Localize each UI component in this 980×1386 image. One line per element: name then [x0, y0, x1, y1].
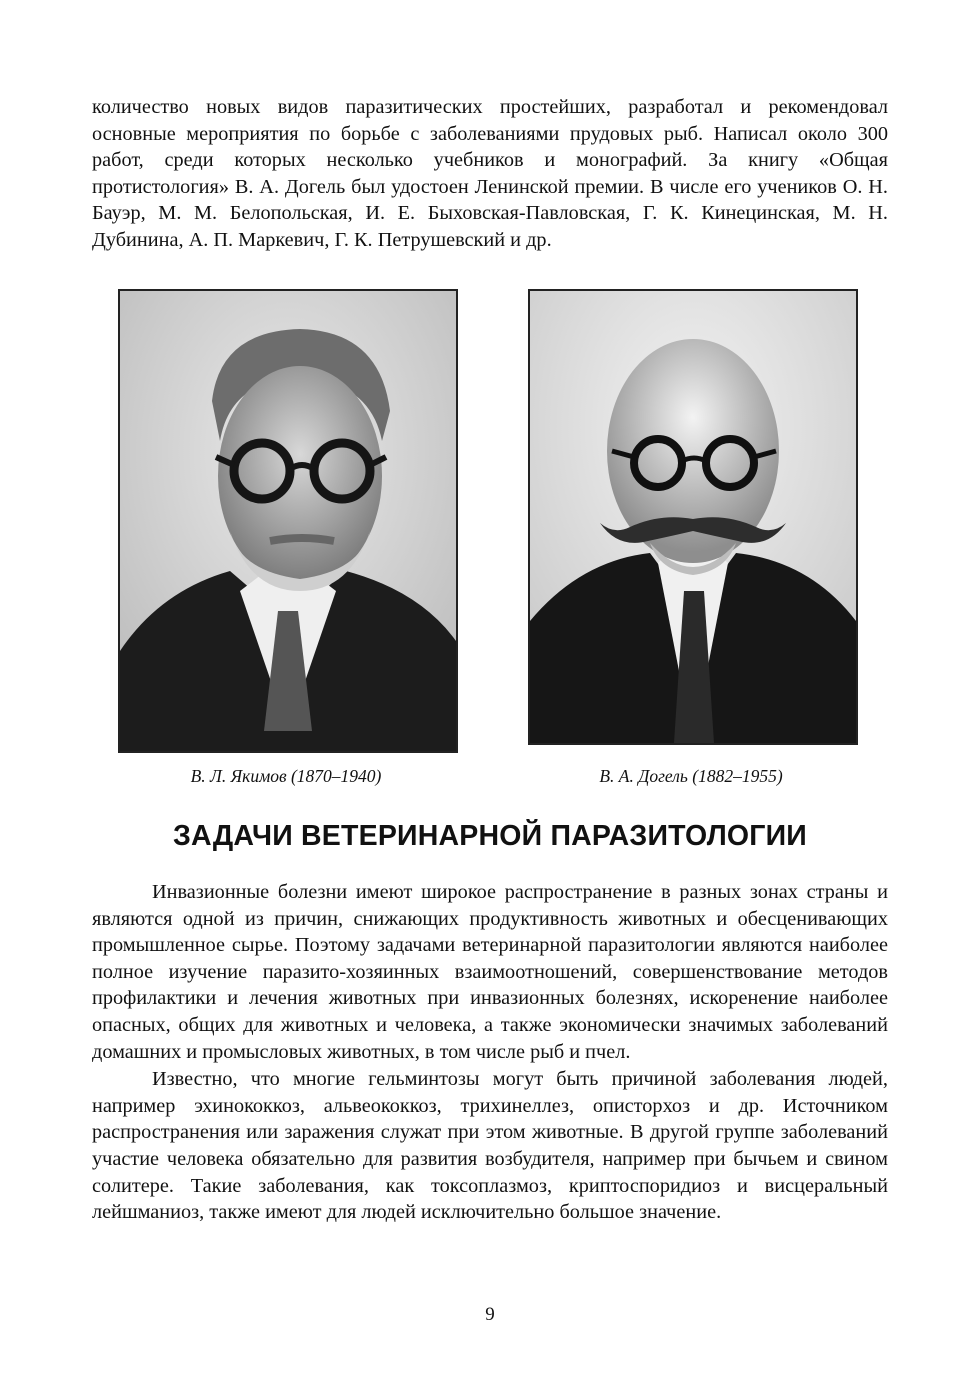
caption-yakimov: В. Л. Якимов (1870–1940) [190, 766, 382, 786]
caption-dogel: В. А. Догель (1882–1955) [599, 766, 783, 786]
page-number: 9 [485, 1304, 495, 1325]
section-heading: ЗАДАЧИ ВЕТЕРИНАРНОЙ ПАРАЗИТОЛОГИИ [172, 820, 807, 852]
portrait-yakimov-photo [118, 289, 458, 753]
intro-paragraph [92, 94, 888, 254]
intro-text: количество новых видов паразитических простейших, разработал и рекомендовал основные мероприятия по борьбе с заболеваниями прудовых рыб. Написал около 300 работ, среди которых несколько учебников и монографий. За книгу «Общая протистология» В. А. Догель был удостоен Ленинской премии. В числе его учеников О. Н. Бауэр, М. М. Белопольская, И. Е. Быховская-Павловская, Г. К. Кинецинская, М. Н. Дубинина, А. П. Маркевич, Г. К. Петрушевский и др. [92, 96, 888, 251]
body-paragraph-2: Известно, что многие гельминтозы могут быть причиной заболевания людей, например эхинококкоз, альвеококкоз, трихинеллез, описторхоз и др. Источником распространения или заражения служат при этом животные. В другой группе заболеваний участие человека обязательно для развития возбудителя, например при бычьем и свином солитере. Такие заболевания, как токсоплазмоз, криптоспоридиоз и висцеральный лейшманиоз, также имеют для людей исключительно большое значение. [92, 1068, 888, 1224]
body-paragraph-1: Инвазионные болезни имеют широкое распространение в разных зонах страны и являются одной из причин, снижающих продуктивность животных и обесценивающих промышленное сырье. Поэтому задачами ветеринарной паразитологии являются наиболее полное изучение паразито-хозяинных взаимоотношений, совершенствование методов профилактики и лечения животных при инвазионных болезнях, искоренение наиболее опасных, общих для животных и человека, а также экономически значимых заболеваний домашних и промысловых животных, в том числе рыб и пчел. [92, 881, 888, 1063]
portrait-dogel-photo [528, 289, 858, 745]
section-body [92, 879, 888, 1226]
